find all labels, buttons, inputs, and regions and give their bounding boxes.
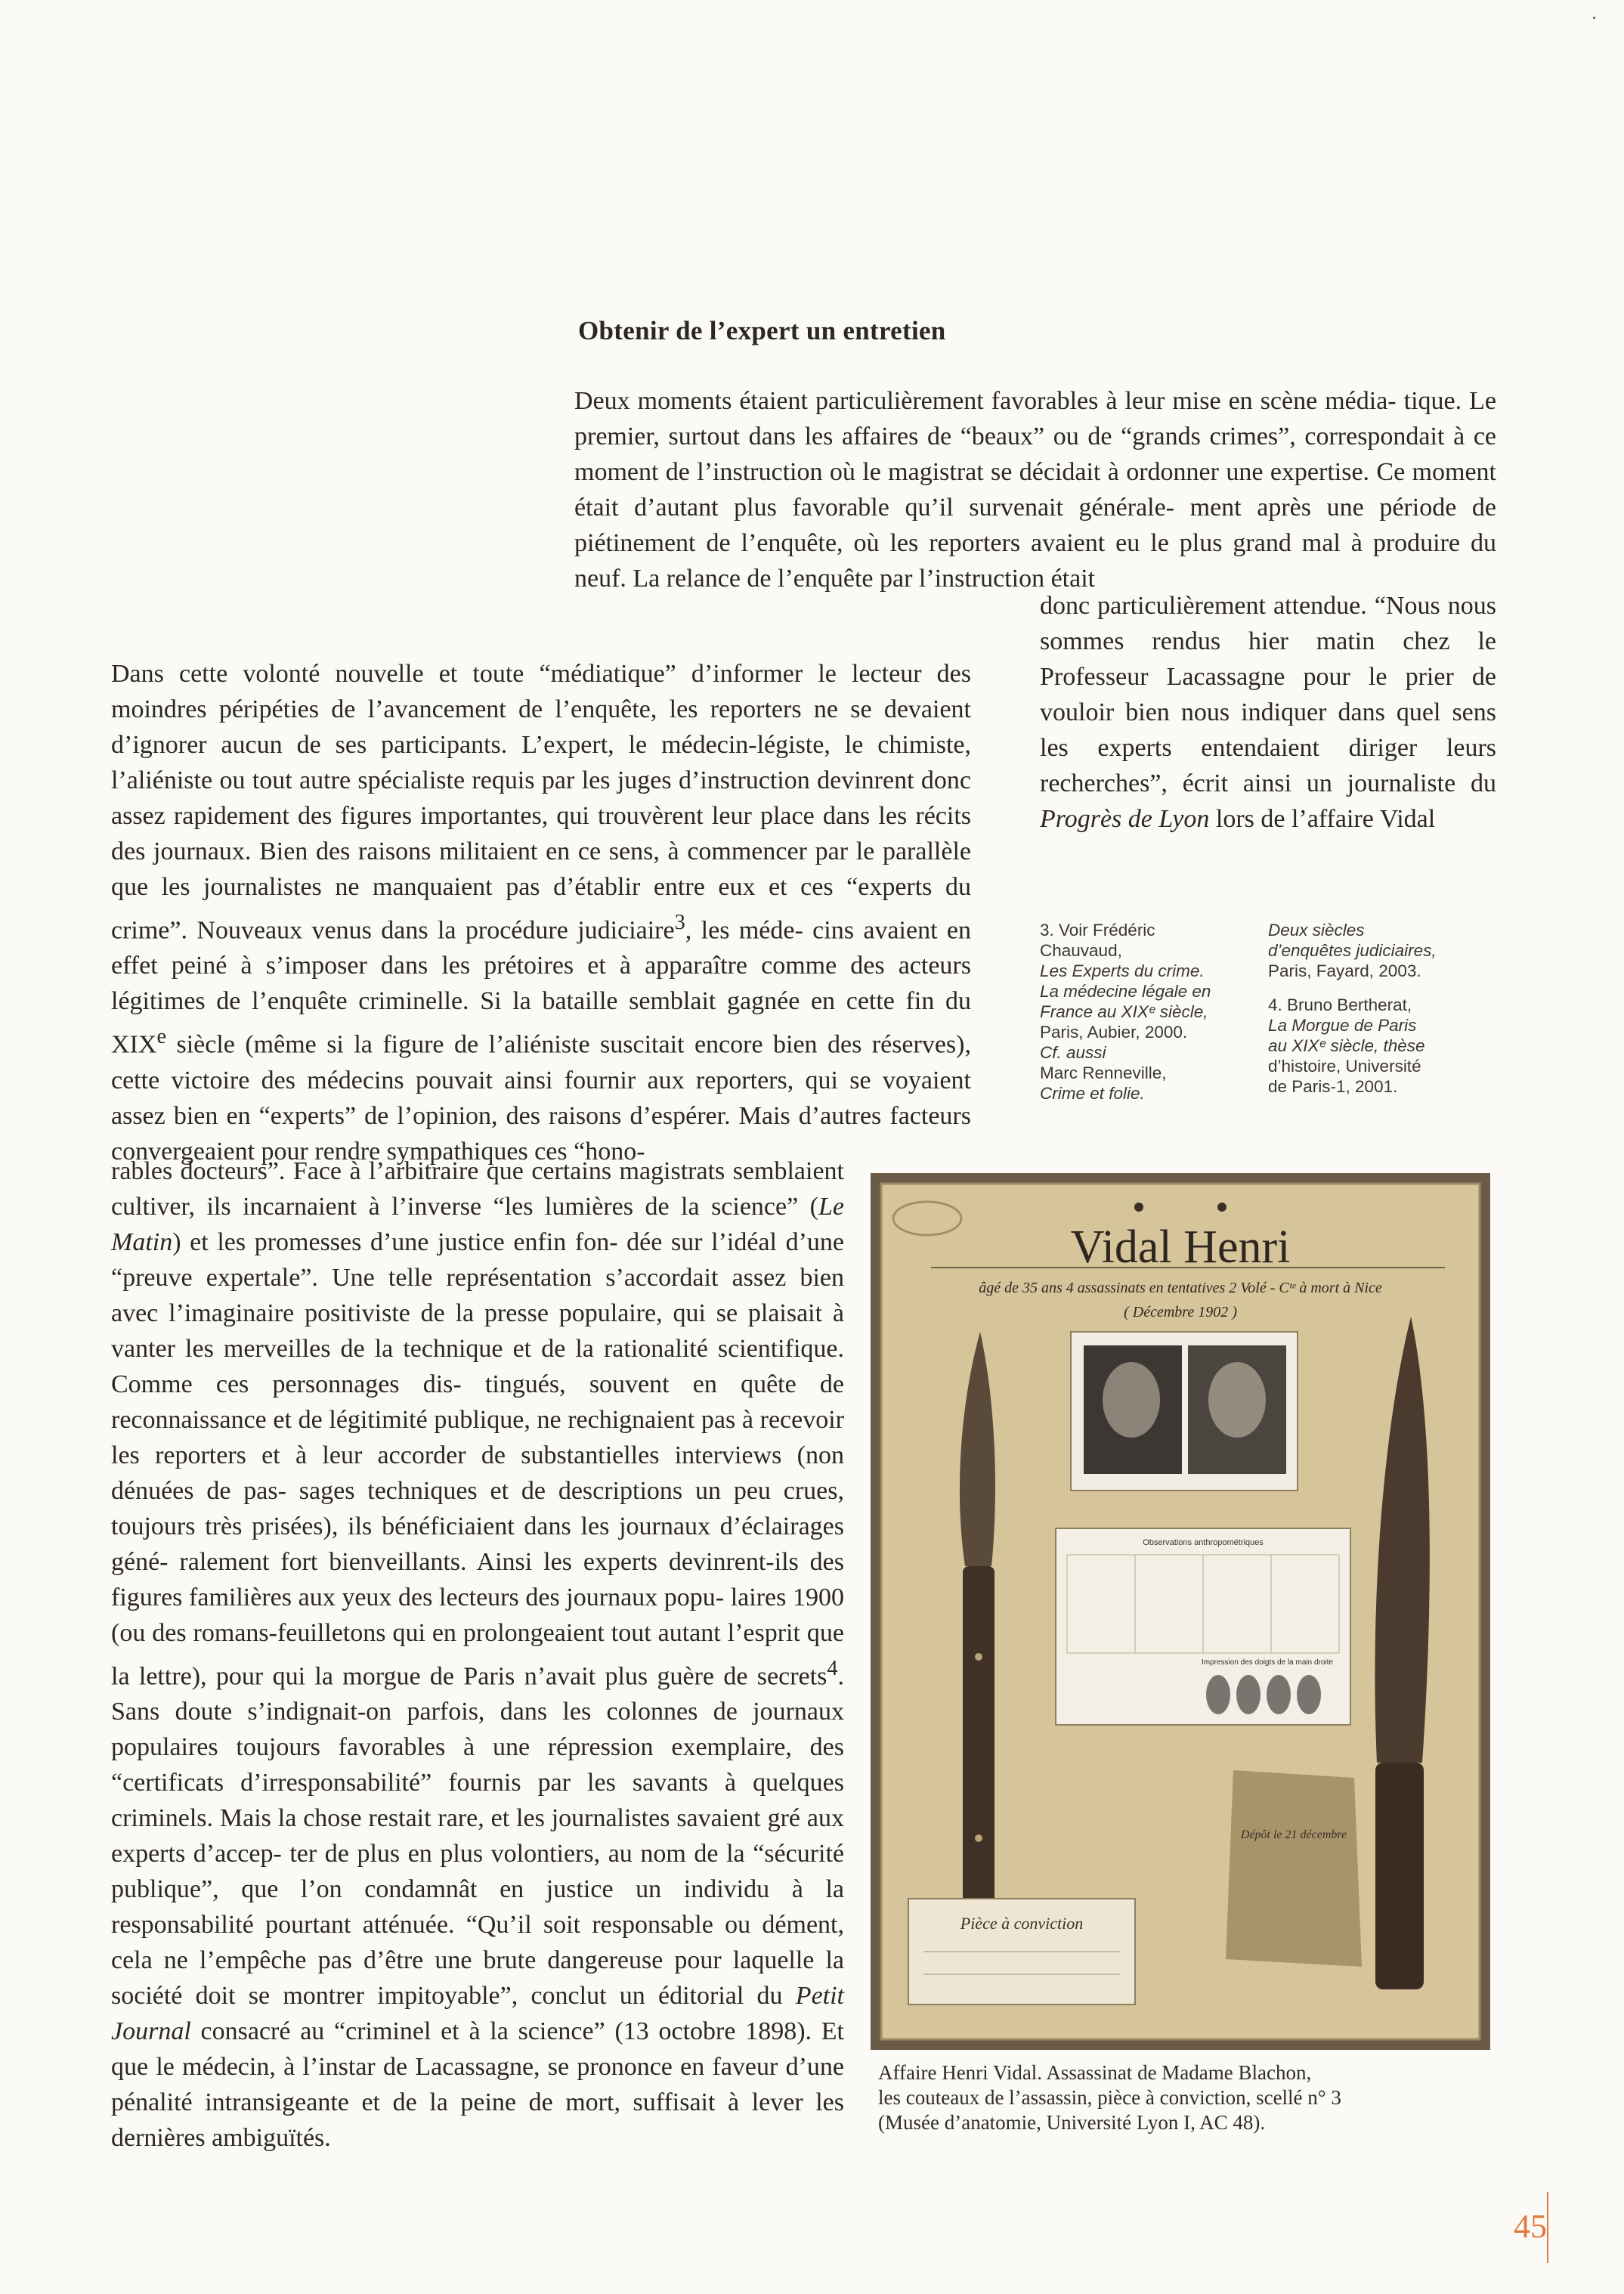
footnote-column-right: [1268, 920, 1495, 1110]
fn4-line-1: 4. Bruno Bertherat,: [1268, 995, 1412, 1014]
fn3c-line-1: Deux siècles: [1268, 921, 1365, 940]
main2-text-d: consacré au “criminel et à la science” (13 octobre 1898). Et que le médecin, à l’instar de Lacassagne, se prononce en faveur d’une pénalité intransigeante et de la peine de mort, suffisait à lever les dernières ambiguïtés.: [111, 2017, 844, 2153]
photo-caption: [878, 2060, 1498, 2135]
intro-continuation-text: donc particulièrement attendue. “Nous nous sommes rendus hier matin chez le Professeur Lacassagne pour le prier de vouloir bien nous indiquer dans quel sens les experts entendaient diriger leurs recherches”, écrit ainsi un journaliste du: [1040, 592, 1496, 797]
main1-text-c: siècle (même si la figure de l’aliéniste suscitait encore bien des réserves), cette victoire des médecins pouvait ainsi fournir aux reporters, qui se voyaient assez bien en “experts” de l’opinion, des raisons d’espérer. Mais d’autres facteurs convergeaient pour rendre sympathiques ces “hono-: [111, 1030, 971, 1166]
fn4-line-4: d’histoire, Université: [1268, 1057, 1421, 1076]
main2-text-a: rables docteurs”. Face à l’arbitraire que certains magistrats semblaient cultiver, ils incarnaient à l’inverse “les lumières de la science” (: [111, 1157, 844, 1221]
caption-line-2: les couteaux de l’assassin, pièce à conviction, scellé n° 3: [878, 2086, 1341, 2109]
fn3c-line-3: Paris, Fayard, 2003.: [1268, 961, 1421, 980]
evidence-tag-text: Dépôt le 21 décembre: [1240, 1828, 1347, 1841]
fn3-line-5: France au XIXᵉ siècle,: [1040, 1002, 1208, 1021]
fn4-line-3-text: au XIXᵉ siècle, thèse: [1268, 1036, 1425, 1055]
fn4-line-2: La Morgue de Paris: [1268, 1016, 1417, 1035]
fn3-line-9: Crime et folie.: [1040, 1084, 1145, 1103]
main2-text-b: ) et les promesses d’une justice enfin fon- dée sur l’idéal d’une “preuve expertale”. Une telle représentation s’accordait assez bien avec l’imaginaire positiviste de la presse populaire, qui se plaisait à vanter les merveilles de la technique et de la rationalité scientifique. Comme ces personnages dis- tingués, souvent en quête de reconnaissance et de légitimité publique, ne rechignaient pas à recevoir les reporters et à leur accorder de substantielles interviews (non dénuées de pas- sages techniques et de descriptions un peu crues, toujours très prisées), ils bénéficiaient dans les journaux d’éclairages géné- ralement fort bienveillants. Ainsi les experts devinrent-ils des figures familières aux yeux des lecteurs des journaux popu- laires 1900 (ou des romans-feuilletons qui en prolongeaient tout autant l’esprit que la lettre), pour qui la morgue de Paris n’avait plus guère de secrets: [111, 1228, 844, 1691]
evidence-photo: [871, 1173, 1490, 2050]
intro-continuation: [1040, 588, 1496, 837]
evidence-tag: [1226, 1770, 1362, 1967]
caption-line-1: Affaire Henri Vidal. Assassinat de Madame Blachon,: [878, 2061, 1312, 2084]
page-number: 45: [1514, 2208, 1547, 2245]
knife-handle-right: [1375, 1763, 1424, 1989]
footnote-ref-4: 4: [827, 1657, 838, 1680]
fn3-line-8: Marc Renneville,: [1040, 1063, 1167, 1082]
pin-icon: [1134, 1203, 1143, 1212]
footnote-3-continued: [1268, 920, 1495, 981]
main1-text-a: Dans cette volonté nouvelle et toute “médiatique” d’informer le lecteur des moindres péripéties de l’avancement de l’enquête, les reporters ne se devaient d’ignorer aucun de ses participants. L’expert, le médecin-légiste, le chimiste, l’aliéniste ou tout autre spécialiste requis par les juges d’instruction devinrent donc assez rapidement des figures importantes, qui trouvèrent leur place dans les récits des journaux. Bien des raisons militaient en ce sens, à commencer par le parallèle que les journalistes ne manquaient pas d’établir entre eux et ces “experts du crime”. Nouveaux venus dans la procédure judiciaire: [111, 660, 971, 945]
board-subtitle: âgé de 35 ans 4 assassinats en tentatives 2 Volé - Cᵗᵉ à mort à Nice: [979, 1280, 1382, 1296]
footnote-ref-3: 3: [674, 911, 685, 934]
board-title: Vidal Henri: [1070, 1221, 1291, 1273]
footnote-4: [1268, 995, 1495, 1097]
main-paragraph-part-2: [111, 1153, 844, 2156]
fingerprint-icon: [1206, 1675, 1230, 1714]
intro-paragraph: Deux moments étaient particulièrement favorables à leur mise en scène média- tique. Le premier, surtout dans les affaires de “beaux” ou de “grands crimes”, correspondait à ce moment de l’instruction où le magistrat se décidait à ordonner une expertise. Ce moment était d’autant plus favorable qu’il survenait générale- ment après une période de piétinement de l’enquête, où les reporters avaient eu le plus grand mal à produire du neuf. La relance de l’enquête par l’instruction était: [574, 387, 1496, 593]
intro-continuation-end: lors de l’affaire Vidal: [1209, 805, 1436, 833]
caption-line-3: (Musée d’anatomie, Université Lyon I, AC 48).: [878, 2111, 1266, 2134]
fn3c-line-2: d’enquêtes judiciaires,: [1268, 941, 1437, 960]
pin-icon: [1217, 1203, 1227, 1212]
page-number-rule: [1547, 2192, 1548, 2263]
main-paragraph-part-1: [111, 656, 971, 1169]
petit-journal-title: Petit Journal: [111, 1982, 844, 2046]
section-heading: Obtenir de l’expert un entretien: [578, 316, 946, 345]
fingerprint-icon: [1267, 1675, 1291, 1714]
form-heading: Observations anthropométriques: [1143, 1538, 1264, 1547]
board-date: ( Décembre 1902 ): [1124, 1304, 1237, 1320]
fingerprint-label: Impression des doigts de la main droite: [1202, 1658, 1333, 1667]
le-matin-title: Le Matin: [111, 1193, 844, 1256]
corner-mark: [1593, 17, 1595, 19]
evidence-label-text: Pièce à conviction: [960, 1914, 1084, 1933]
fn3-line-6: Paris, Aubier, 2000.: [1040, 1023, 1188, 1042]
knife-handle-left: [963, 1566, 995, 1921]
century-superscript: e: [156, 1025, 167, 1049]
rivet-icon: [975, 1653, 982, 1661]
evidence-board-illustration: [871, 1173, 1490, 2050]
profile-face: [1103, 1362, 1160, 1438]
footnote-3: [1040, 920, 1259, 1104]
main2-text-c: . Sans doute s’indignait-on parfois, dans les colonnes de journaux populaires toujours favorables à une répression exemplaire, des “certificats d’irresponsabilité” fournis par les savants à quelques criminels. Mais la chose restait rare, et les journalistes savaient gré aux experts d’accep- ter de plus en plus volontiers, au nom de la “sécurité publique”, que l’on condamnât en justice un individu à la responsabilité pourtant atténuée. “Qu’il soit responsable ou dément, cela ne l’empêche pas d’être une brute dangereuse pour laquelle la société doit se montrer impitoyable”, conclut un éditorial du: [111, 1662, 844, 2011]
fn4-line-5: de Paris-1, 2001.: [1268, 1077, 1398, 1096]
fn4-line-3: [1268, 1036, 1495, 1056]
fn3-line-7: Cf. aussi: [1040, 1043, 1106, 1062]
fn3-line-1: 3. Voir Frédéric: [1040, 921, 1155, 940]
newspaper-title: Progrès de Lyon: [1040, 805, 1210, 833]
fn3-line-3: Les Experts du crime.: [1040, 961, 1205, 980]
front-face: [1208, 1362, 1266, 1438]
fingerprint-icon: [1297, 1675, 1321, 1714]
main1-text-b: , les méde- cins avaient en effet peiné à s’imposer dans les prétoires et à apparaître comme des acteurs légitimes de l’enquête criminelle. Si la bataille semblait gagnée en cette fin du XIX: [111, 916, 971, 1059]
fn3-line-2: Chauvaud,: [1040, 941, 1122, 960]
fingerprint-icon: [1236, 1675, 1261, 1714]
fn3-line-4: La médecine légale en: [1040, 982, 1211, 1001]
rivet-icon: [975, 1834, 982, 1842]
